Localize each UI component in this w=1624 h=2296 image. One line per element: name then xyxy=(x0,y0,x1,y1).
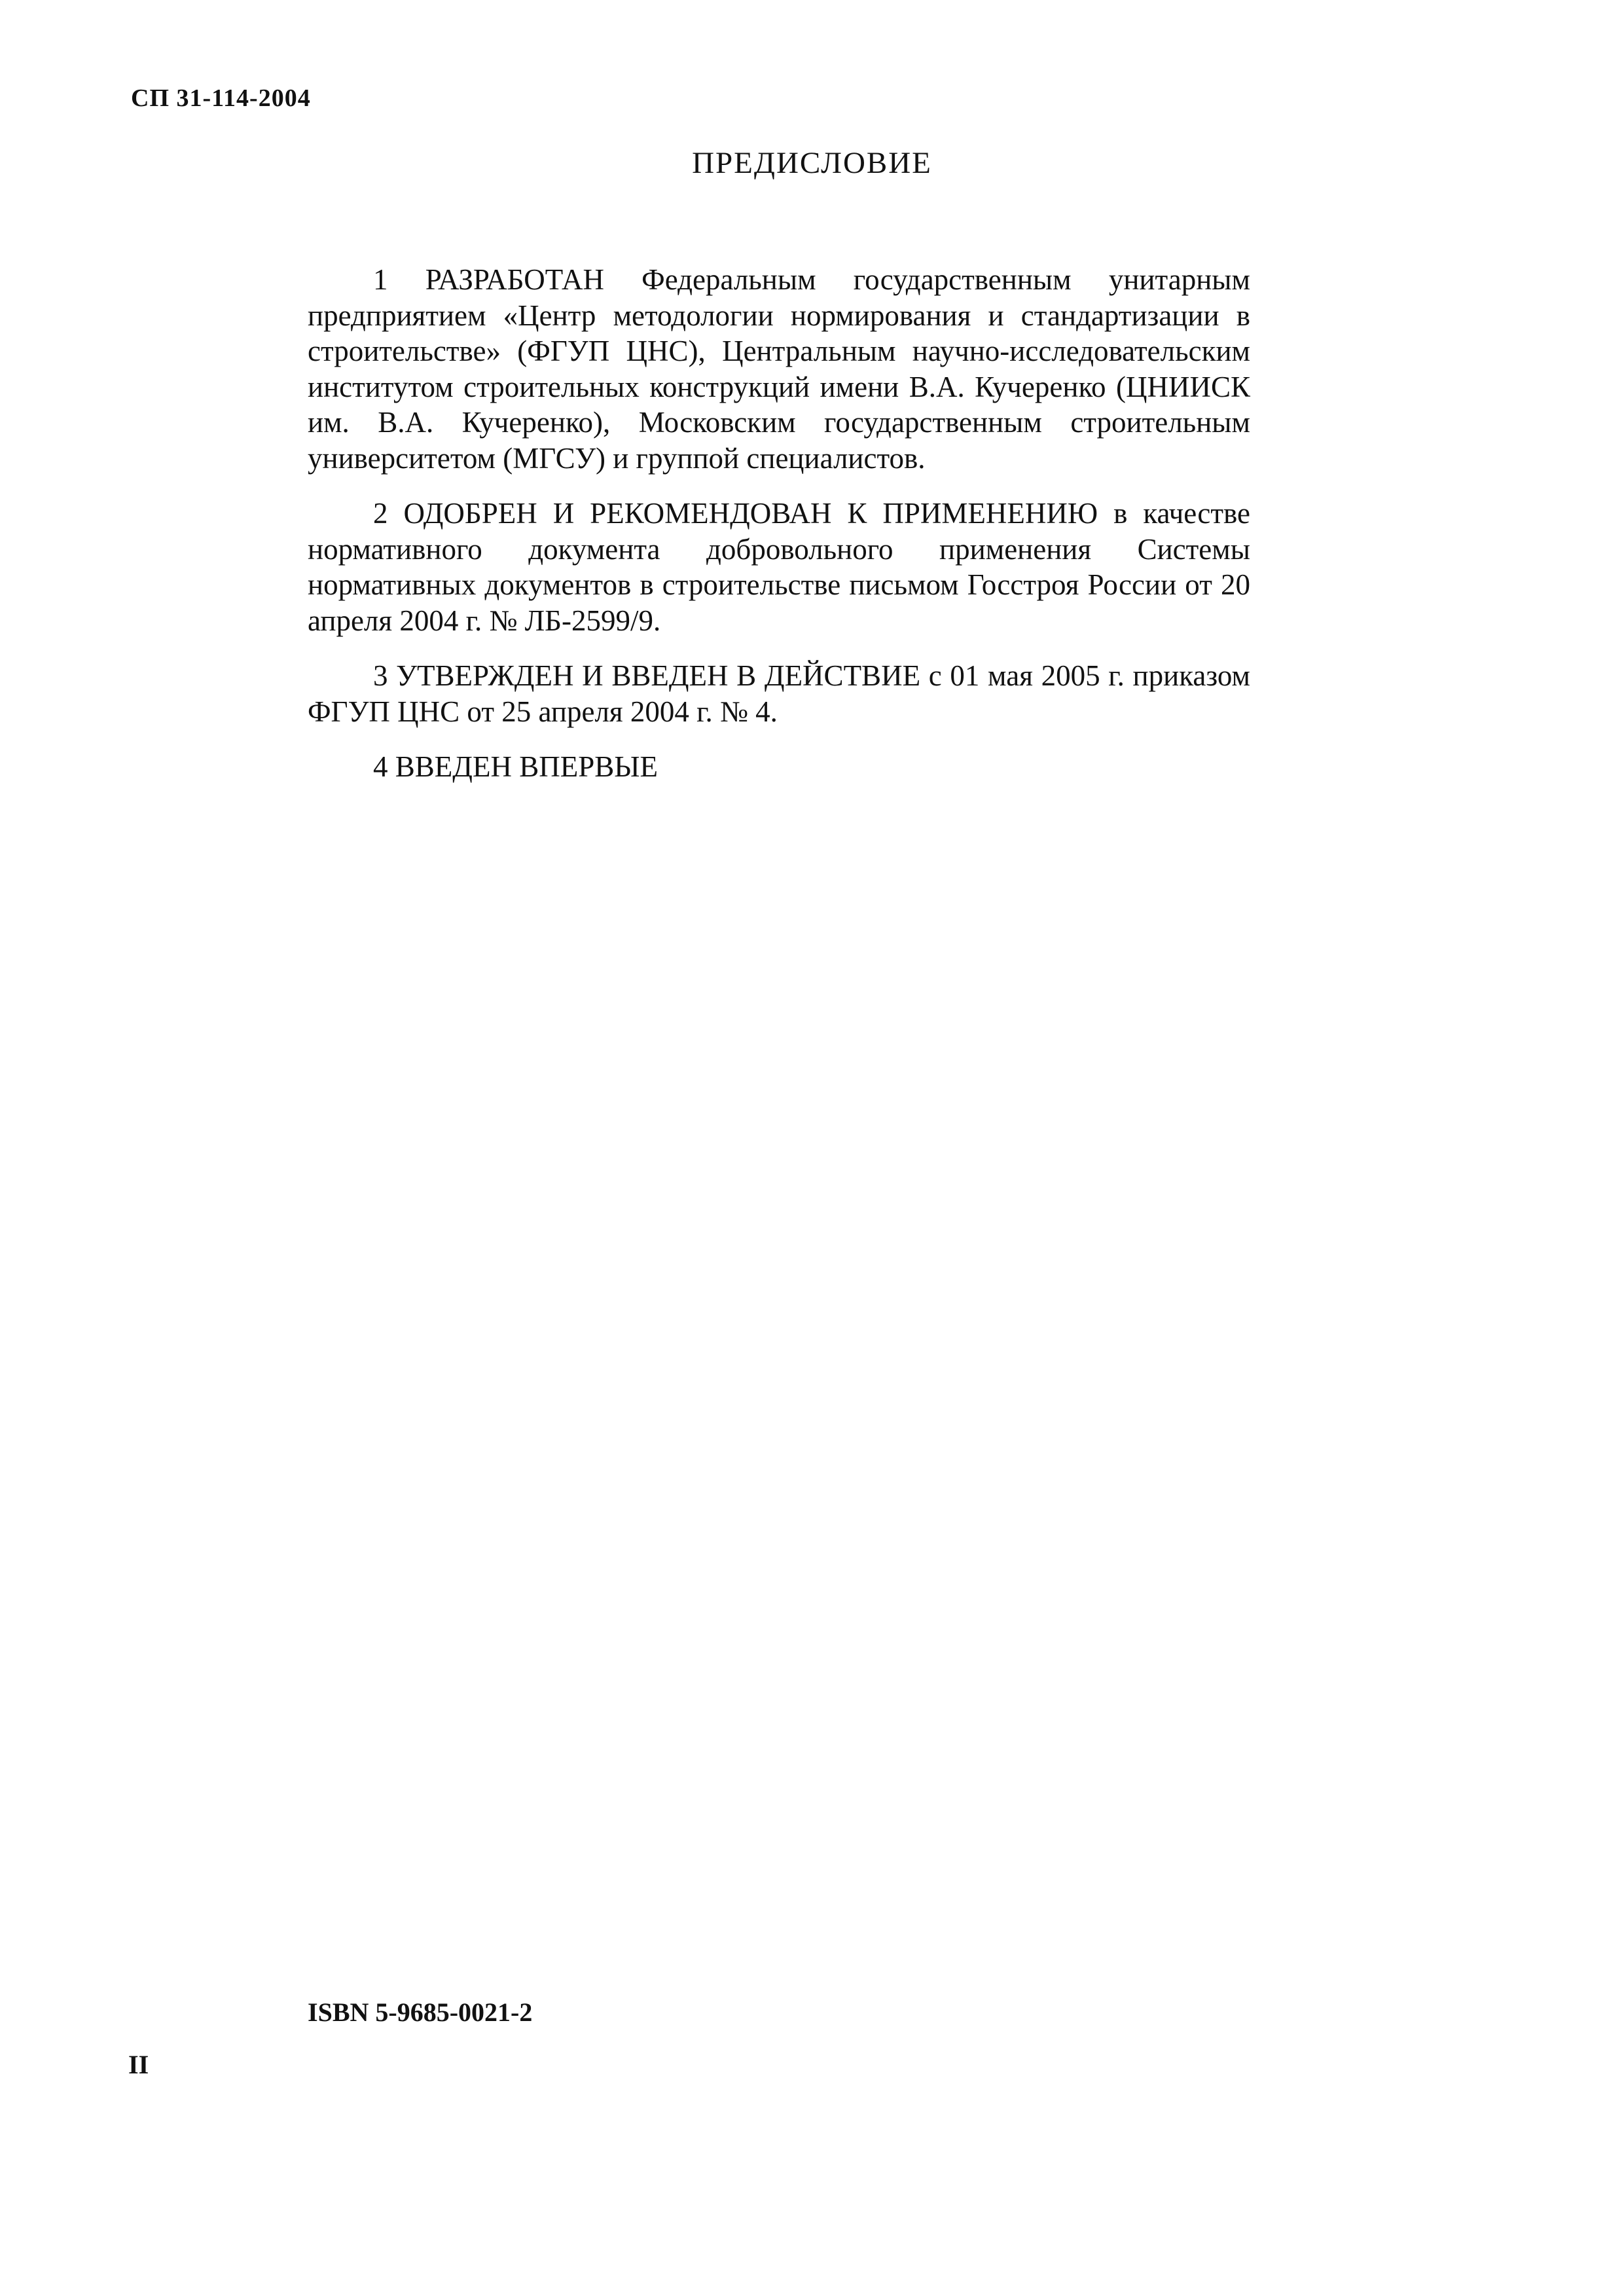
document-code: СП 31-114-2004 xyxy=(131,84,311,112)
page-title: ПРЕДИСЛОВИЕ xyxy=(692,146,932,180)
preface-paragraph-approved: 2 ОДОБРЕН И РЕКОМЕНДОВАН К ПРИМЕНЕНИЮ в качестве нормативного документа добровольного применения Системы нормативных документов в строительстве письмом Госстроя России от 20 апреля 2004 г. № ЛБ-2599/9. xyxy=(308,497,1250,637)
isbn: ISBN 5-9685-0021-2 xyxy=(308,1997,533,2027)
page-number: II xyxy=(128,2050,149,2079)
preface-paragraph-developed: 1 РАЗРАБОТАН Федеральным государственным унитарным предприятием «Центр методологии нормирования и стандартизации в строительстве» (ФГУП ЦНС), Центральным научно-исследовательским институтом строительных конструкций имени В.А. Кучеренко (ЦНИИСК им. В.А. Кучеренко), Московским государственным строительным университетом (МГСУ) и группой специалистов. xyxy=(308,263,1250,475)
preface-paragraph-first-introduced: 4 ВВЕДЕН ВПЕРВЫЕ xyxy=(373,750,658,783)
preface-paragraph-enacted: 3 УТВЕРЖДЕН И ВВЕДЕН В ДЕЙСТВИЕ с 01 мая 2005 г. приказом ФГУП ЦНС от 25 апреля 2004 г. № 4. xyxy=(308,659,1250,728)
preface-body xyxy=(308,262,1250,805)
